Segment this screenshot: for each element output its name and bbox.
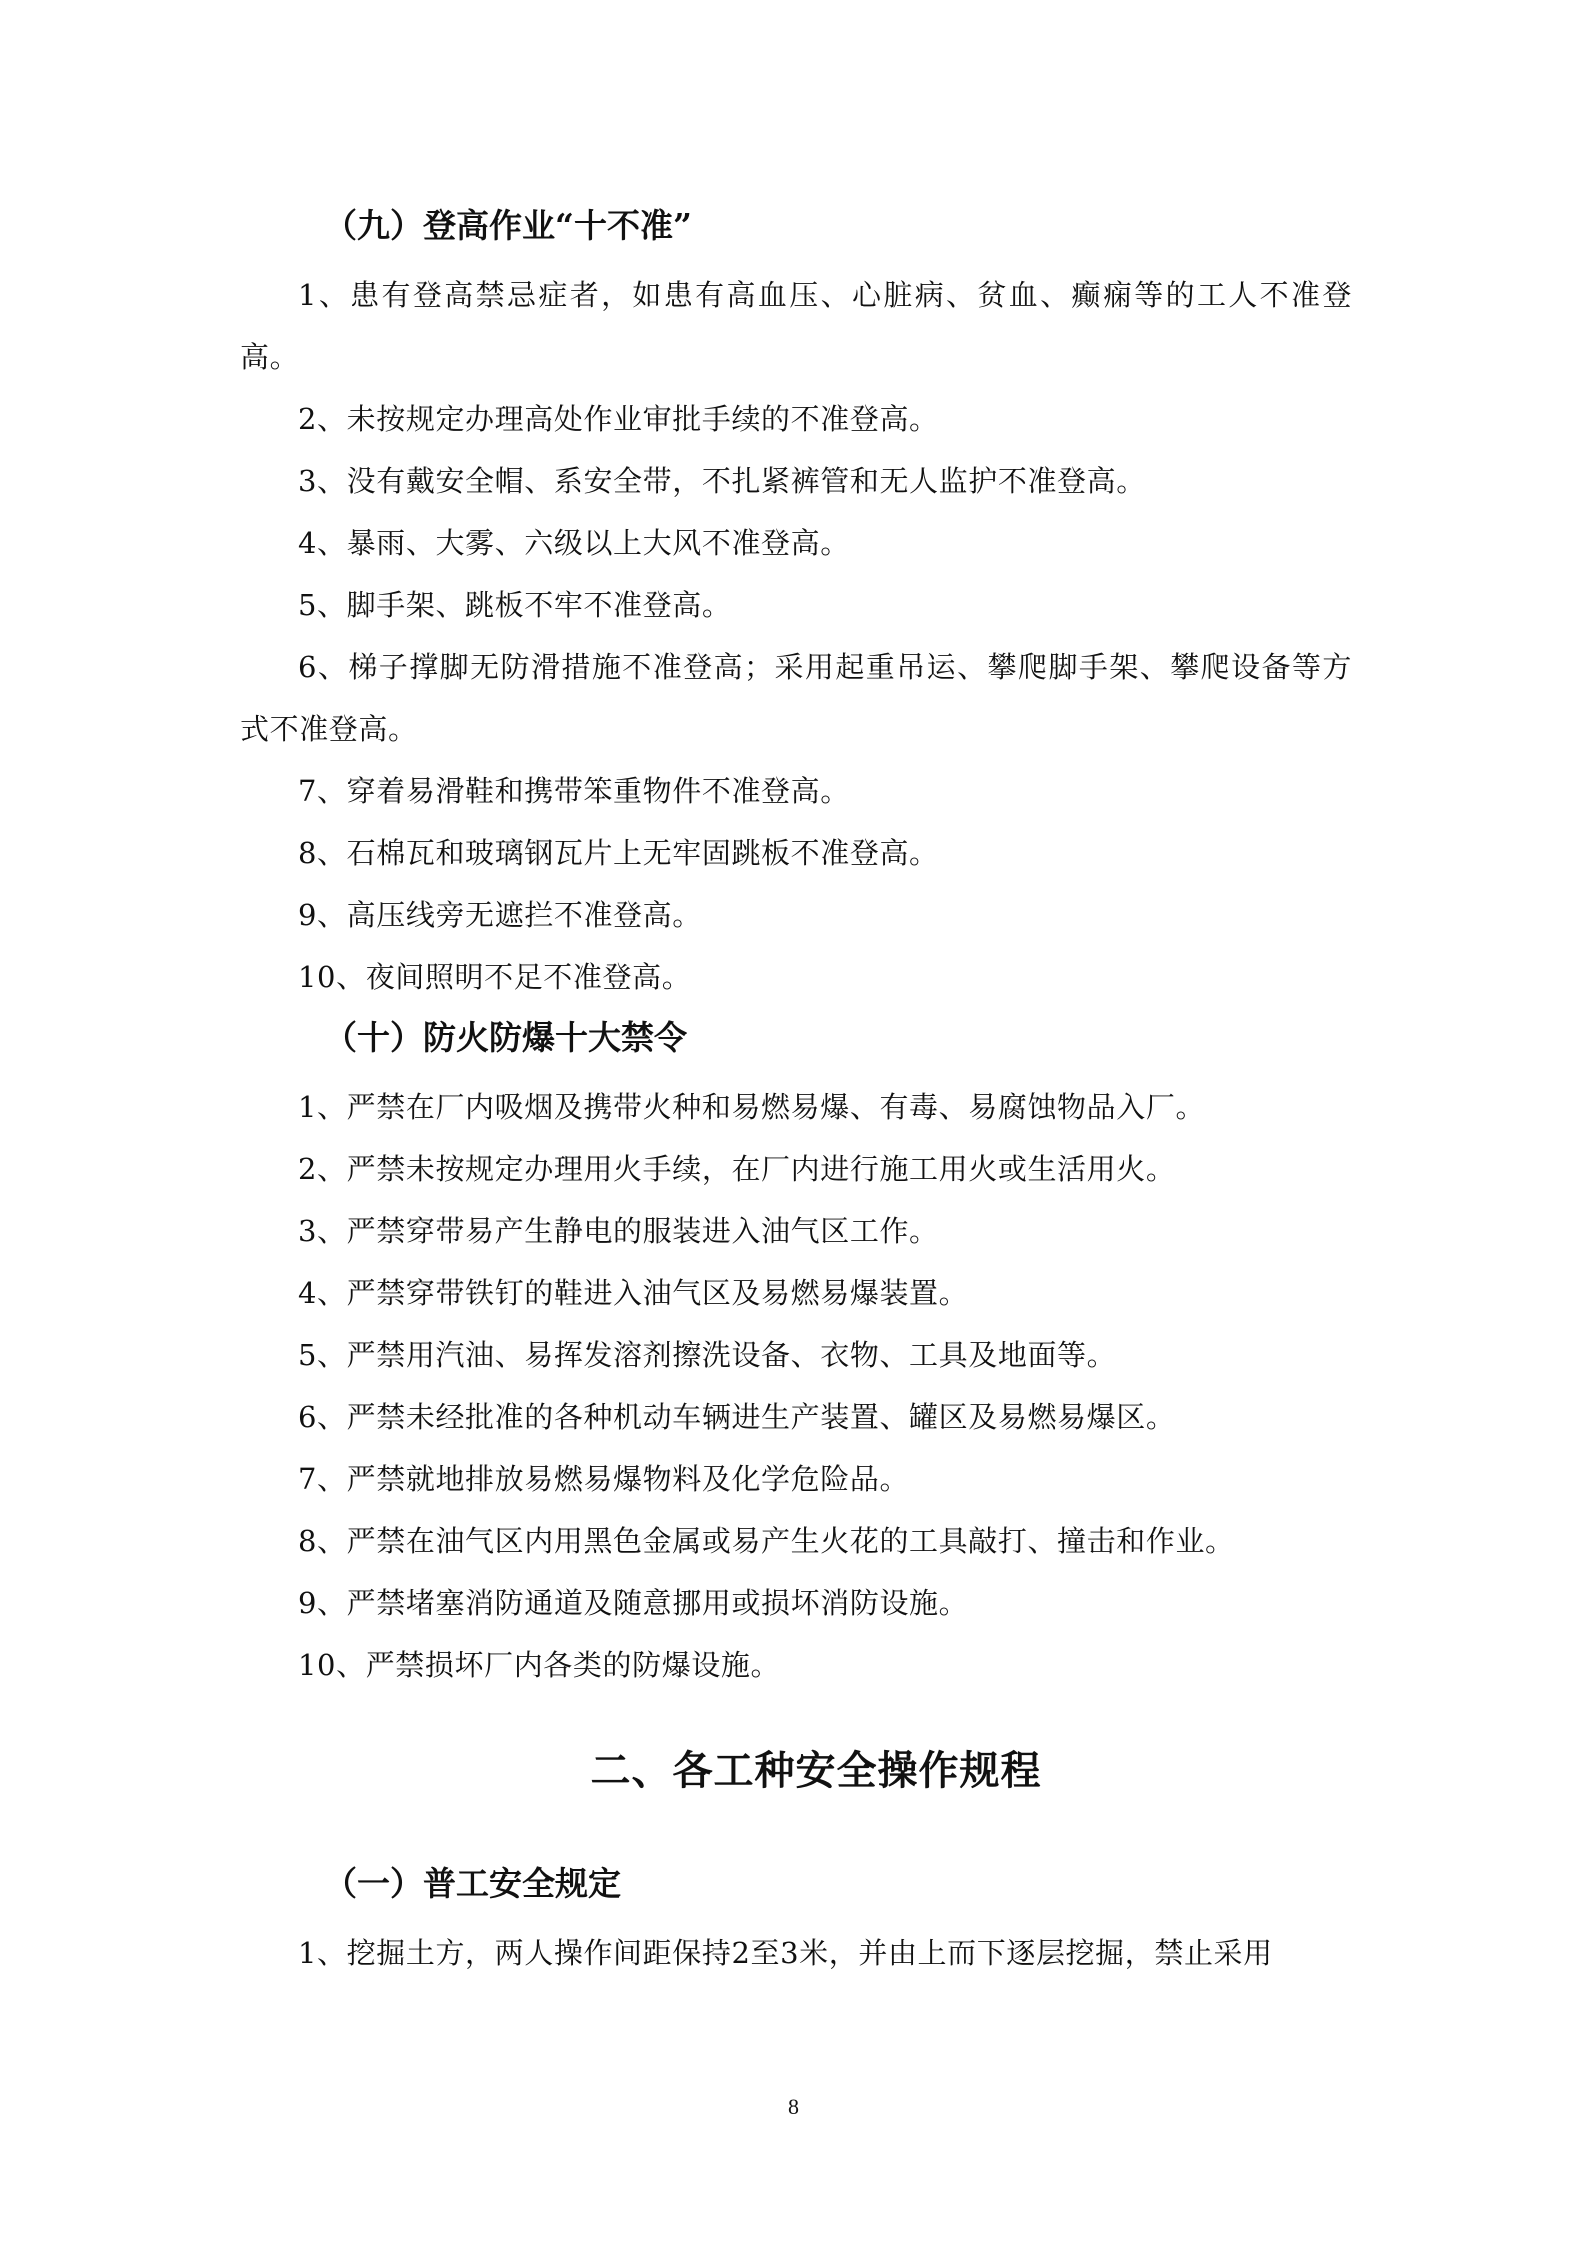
list-item: 6、梯子撑脚无防滑措施不准登高；采用起重吊运、攀爬脚手架、攀爬设备等方式不准登高。: [240, 650, 1352, 746]
subsection-heading-1: （一）普工安全规定: [324, 1864, 621, 1903]
list-item: 2、严禁未按规定办理用火手续，在厂内进行施工用火或生活用火。: [298, 1152, 1176, 1186]
list-item: 9、严禁堵塞消防通道及随意挪用或损坏消防设施。: [298, 1586, 969, 1620]
list-item: 2、未按规定办理高处作业审批手续的不准登高。: [298, 402, 939, 436]
section-heading-9: （九）登高作业“十不准”: [324, 206, 692, 245]
list-item: 1、严禁在厂内吸烟及携带火种和易燃易爆、有毒、易腐蚀物品入厂。: [298, 1090, 1206, 1124]
list-item: 5、严禁用汽油、易挥发溶剂擦洗设备、衣物、工具及地面等。: [298, 1338, 1117, 1372]
list-item: 1、挖掘土方，两人操作间距保持2至3米，并由上而下逐层挖掘，禁止采用: [298, 1936, 1273, 1970]
list-item: 9、高压线旁无遮拦不准登高。: [298, 898, 702, 932]
list-item: 8、严禁在油气区内用黑色金属或易产生火花的工具敲打、撞击和作业。: [298, 1524, 1235, 1558]
section-heading-10: （十）防火防爆十大禁令: [324, 1018, 687, 1057]
list-item: 4、暴雨、大雾、六级以上大风不准登高。: [298, 526, 850, 560]
list-item: 3、没有戴安全帽、系安全带，不扎紧裤管和无人监护不准登高。: [298, 464, 1146, 498]
list-item: 5、脚手架、跳板不牢不准登高。: [298, 588, 732, 622]
list-item: 8、石棉瓦和玻璃钢瓦片上无牢固跳板不准登高。: [298, 836, 939, 870]
list-item: 1、患有登高禁忌症者，如患有高血压、心脏病、贫血、癫痫等的工人不准登高。: [240, 278, 1352, 374]
list-item: 7、穿着易滑鞋和携带笨重物件不准登高。: [298, 774, 850, 808]
list-item: 10、严禁损坏厂内各类的防爆设施。: [298, 1648, 781, 1682]
page-number: 8: [788, 2094, 799, 2119]
list-item: 3、严禁穿带易产生静电的服装进入油气区工作。: [298, 1214, 939, 1248]
chapter-title: 二、各工种安全操作规程: [590, 1747, 1042, 1794]
list-item: 4、严禁穿带铁钉的鞋进入油气区及易燃易爆装置。: [298, 1276, 969, 1310]
list-item: 6、严禁未经批准的各种机动车辆进生产装置、罐区及易燃易爆区。: [298, 1400, 1176, 1434]
list-item: 10、夜间照明不足不准登高。: [298, 960, 692, 994]
page-content: [240, 196, 1352, 1984]
list-item: 7、严禁就地排放易燃易爆物料及化学危险品。: [298, 1462, 910, 1496]
